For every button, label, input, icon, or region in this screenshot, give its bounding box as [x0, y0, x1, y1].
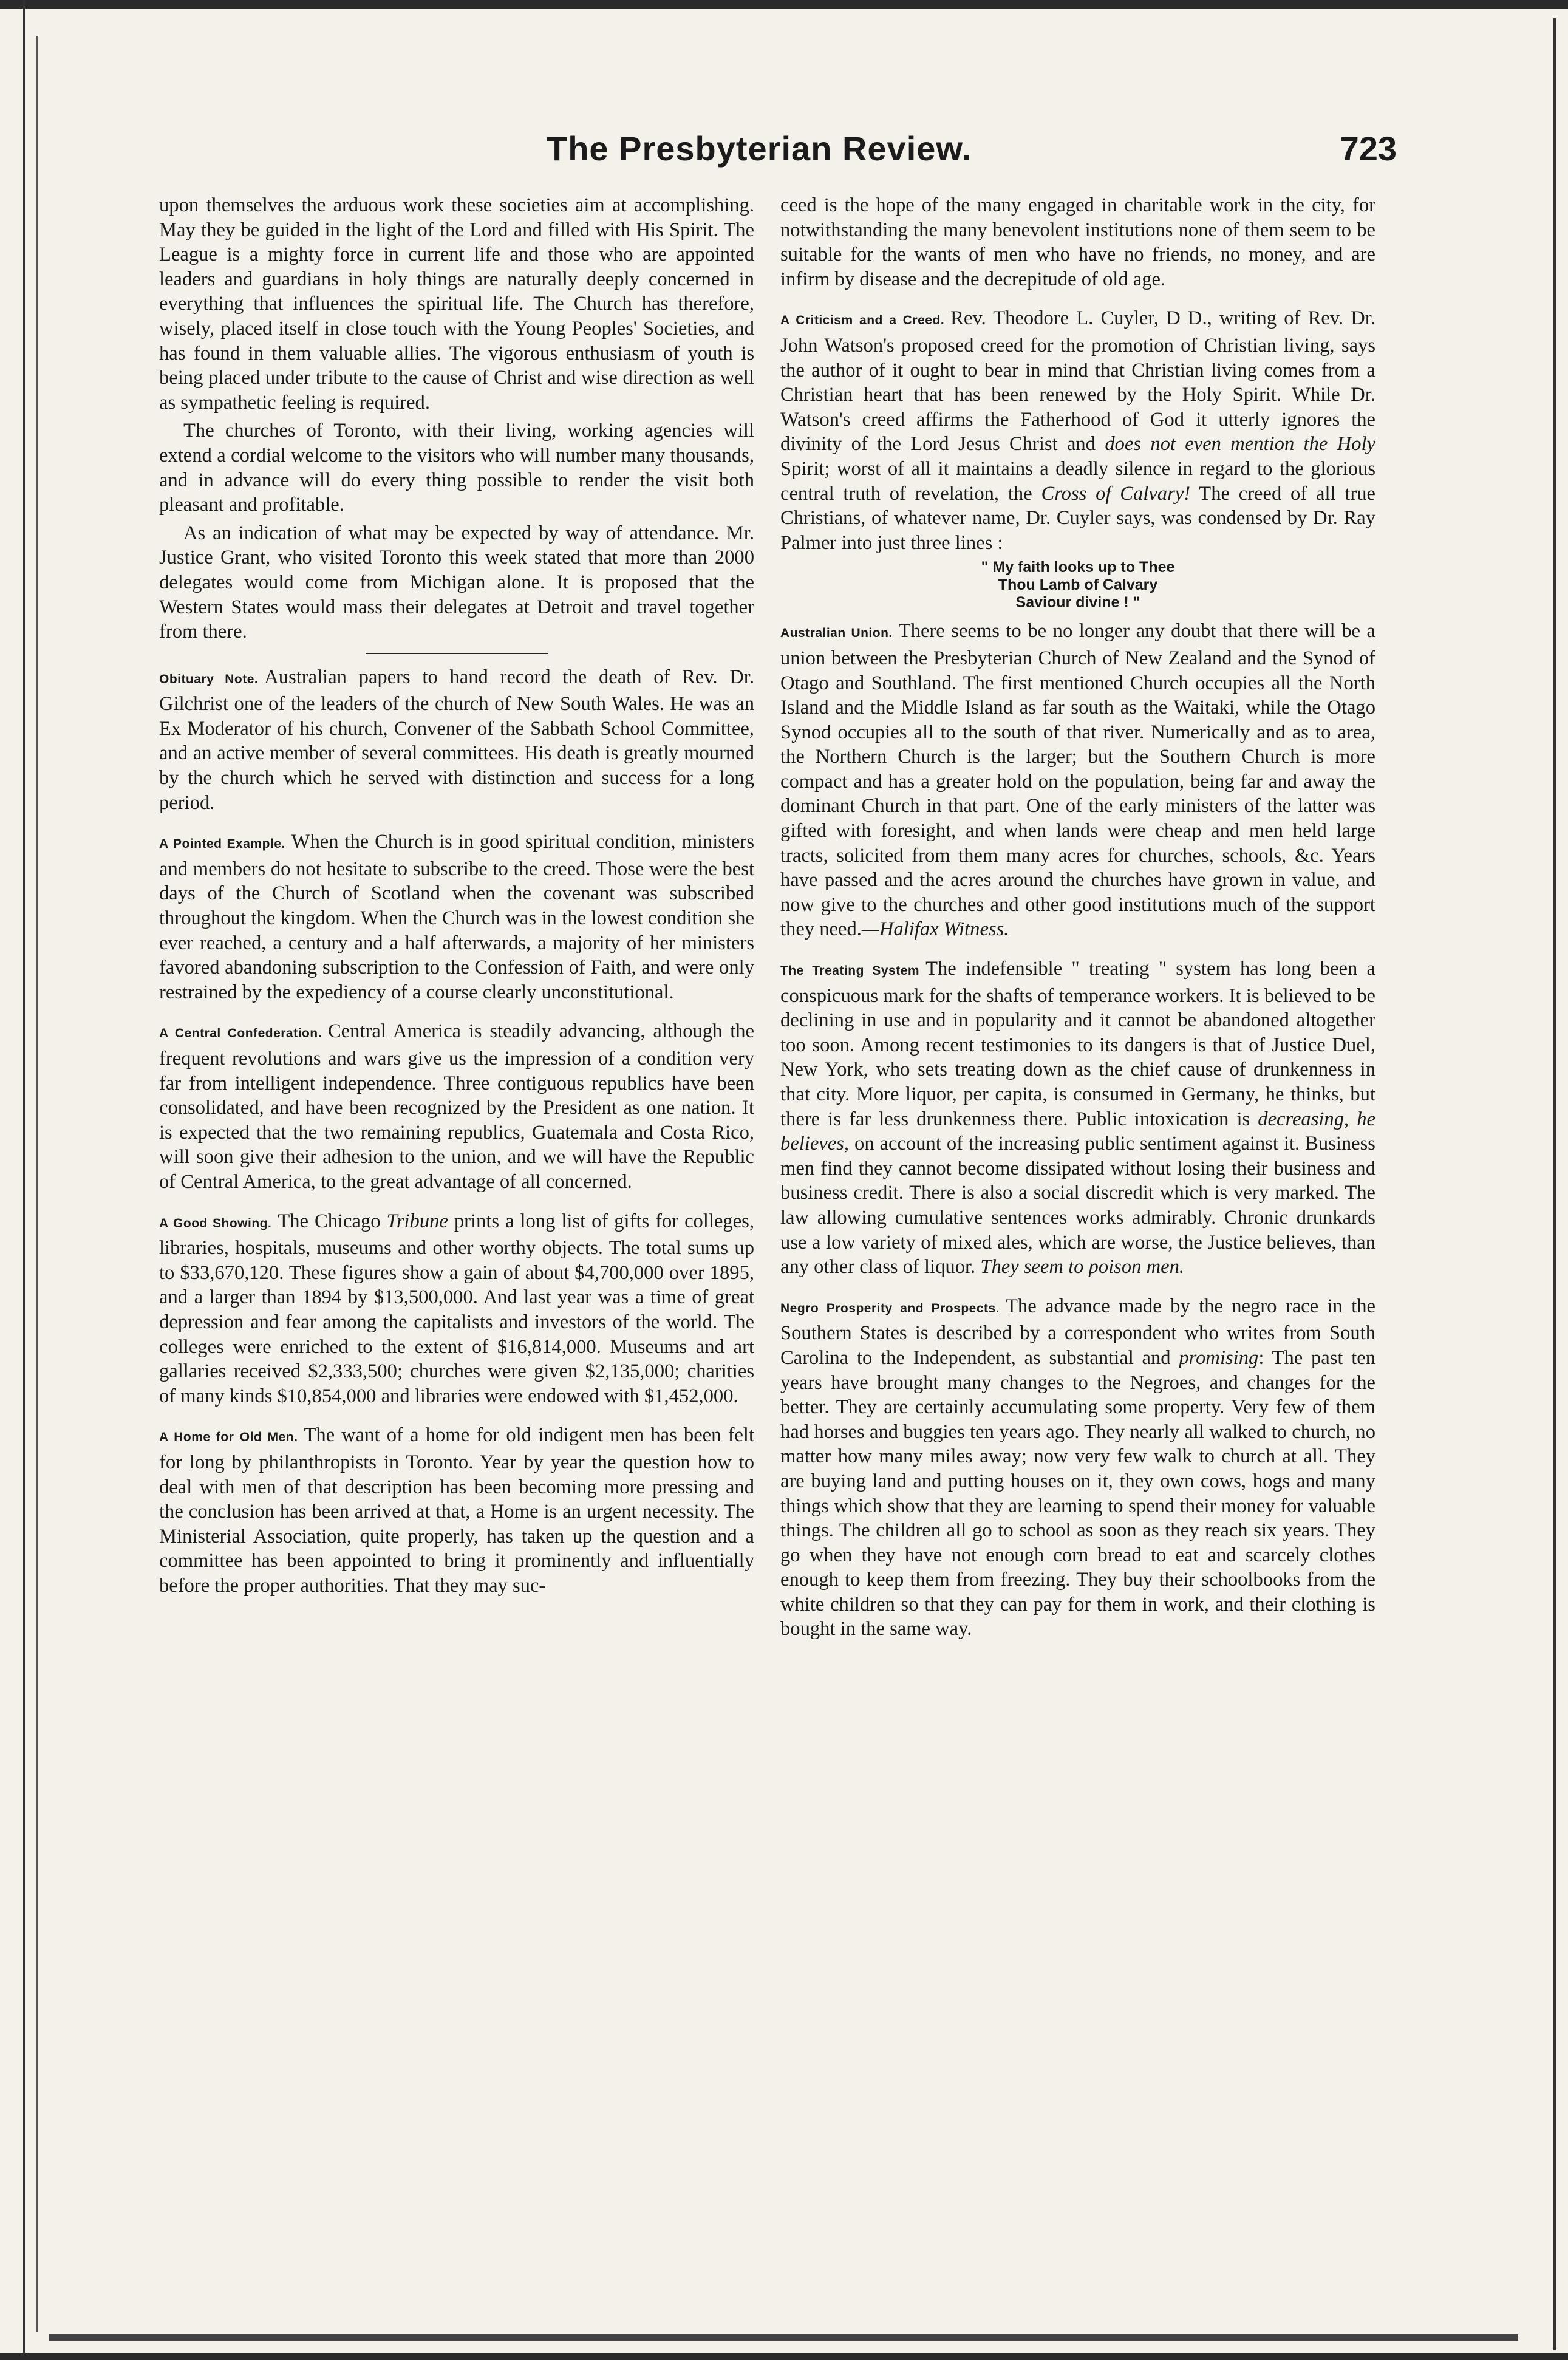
page-bottom-edge	[0, 2353, 1568, 2360]
side-head-central-confederation: A Central Confederation.	[159, 1026, 322, 1041]
item-pointed-example	[159, 830, 754, 1004]
side-head-criticism-creed: A Criticism and a Creed.	[780, 313, 945, 328]
treating-text-italic: decreasing, he believes,	[780, 1108, 1375, 1155]
item-australian-union	[780, 619, 1375, 942]
good-showing-text-b: prints a long list of gifts for colleges, libraries, hospitals, museums and other worthy objects. The total sums up to $33,670,120. These figures show a gain of about $4,700,000 over 1895, and a larger than 1894 by $13,500,000. And last year was a time of great depression and fear among the capitalists and investors of the world. The colleges were enriched to the extent of $16,814,000. Museums and art gallaries received $2,333,500; churches were given $2,135,000; charities of many kinds $10,854,000 and libraries were endowed with $1,452,000.	[159, 1210, 754, 1407]
paragraph-toronto-churches: The churches of Toronto, with their living, working agencies will extend a cordial welcome to the visitors who will number many thousands, and in advance will do every thing possible to render the visit both pleasant and profitable.	[159, 420, 754, 516]
creed-text-b: Spirit; worst of all it maintains a deadly silence in regard to the glorious central truth of revelation, the	[780, 457, 1375, 505]
treating-text-b: on account of the increasing public sentiment against it. Business men find they cannot become dissipated without losing their business and business credit. There is also a social discredit which is very marked. The law allowing cumulative sentences works admirably. Chronic drunkards use a low variety of mixed ales, which are worse, the Justice believes, than any other class of liquor.	[780, 1133, 1375, 1278]
creed-text-a: Rev. Theodore L. Cuyler, D D., writing of Rev. Dr. John Watson's proposed creed for the promotion of Christian living, says the author of it ought to bear in mind that Christian living comes from a Christian heart that has been renewed by the Holy Spirit. While Dr. Watson's creed affirms the Fatherhood of God it utterly ignores the divinity of the Lord Jesus Christ and	[780, 307, 1375, 455]
paragraph-attendance: As an indication of what may be expected by way of attendance. Mr. Justice Grant, who visited Toronto this week stated that more than 2000 delegates would come from Michigan alone. It is proposed that the Western States would mass their delegates at Detroit and travel together from there.	[159, 522, 754, 643]
item-treating-system	[780, 957, 1375, 1280]
item-home-old-men	[159, 1423, 754, 1598]
item-negro-prosperity	[780, 1294, 1375, 1642]
left-column	[159, 193, 754, 1601]
negro-text-italic: promising	[1179, 1346, 1259, 1369]
page-left-edge	[23, 0, 25, 2360]
negro-text-a: The advance made by the negro race in the Southern States is described by a correspondent who writes from South Carolina to the Independent, as substantial and	[780, 1295, 1375, 1369]
page-binding-line	[36, 36, 38, 2332]
page-number: 723	[1340, 129, 1397, 168]
treating-text-a: The indefensible " treating " system has long been a conspicuous mark for the shafts of temperance workers. It is believed to be declining in use and in popularity and it cannot be abandoned altogether too soon. Among recent testimonies to its dangers is that of Justice Duel, New York, who sets treating down as the chief cause of drunkenness in that city. More liquor, per capita, is consumed in Germany, he thinks, but there is far less drunkenness there. Public intoxication is	[780, 958, 1375, 1130]
paragraph-continuation: ceed is the hope of the many engaged in charitable work in the city, for notwithstanding the many benevolent institutions none of them seem to be suitable for the wants of men who have no friends, no money, and are infirm by disease and the decrepitude of old age.	[780, 194, 1375, 290]
verse-line-3: Saviour divine ! "	[1015, 594, 1140, 612]
good-showing-text-a: The Chicago	[278, 1210, 387, 1232]
side-head-treating-system: The Treating System	[780, 964, 920, 978]
australian-union-source: —Halifax Witness.	[861, 918, 1009, 941]
page-right-edge	[1553, 18, 1556, 2350]
central-confederation-text: Central America is steadily advancing, although the frequent revolutions and wars give us the impression of a condition very far from intelligent independence. Three contiguous republics have been consolidated, and have been recognized by the President as one nation. It is expected that the two remaining republics, Guatemala and Costa Rico, will soon give their adhesion to the union, and we will have the Republic of Central America, to the great advantage of all concerned.	[159, 1020, 754, 1193]
side-head-home-old-men: A Home for Old Men.	[159, 1430, 298, 1445]
australian-union-text: There seems to be no longer any doubt that there will be a union between the Presbyterian Church of New Zealand and the Synod of Otago and Southland. The first mentioned Church occupies all the North Island and the Middle Island as far south as the Waitaki, while the Otago Synod occupies all to the south of that river. Numerically and as to area, the Northern Church is the larger; but the Southern Church is more compact and has a greater hold on the population, being far and away the dominant Church in that part. One of the early ministers of the latter was gifted with foresight, and when lands were cheap and men held large tracts, solicited from them many acres for churches, schools, &c. Years have passed and the acres around the churches have grown in value, and now give to the churches and other good institutions much of the support they need.	[780, 620, 1375, 941]
item-criticism-creed	[780, 306, 1375, 555]
obituary-text: Australian papers to hand record the death of Rev. Dr. Gilchrist one of the leaders of the church of New South Wales. He was an Ex Moderator of his church, Convener of the Sabbath School Committee, and an active member of several committees. His death is greatly mourned by the church which he served with distinction and success for a long period.	[159, 666, 755, 814]
running-head	[158, 129, 1397, 177]
home-old-men-text: The want of a home for old indigent men has been felt for long by philanthropists in Toronto. Year by year the question how to deal with men of that description has been becoming more pressing and the conclusion has been arrived at that, a Home is an urgent necessity. The Ministerial Association, quite properly, has taken up the question and a committee has been appointed to bring it prominently and influentially before the proper authorities. That they may suc-	[159, 1424, 754, 1597]
right-column	[780, 193, 1375, 1645]
side-head-good-showing: A Good Showing.	[159, 1216, 272, 1230]
creed-text-italic: does not even mention the Holy	[1105, 433, 1375, 455]
verse-line-1: " My faith looks up to Thee	[981, 559, 1175, 576]
verse-line-2: Thou Lamb of Calvary	[998, 576, 1158, 594]
item-obituary-note	[159, 665, 754, 816]
item-central-confederation	[159, 1019, 754, 1194]
section-divider	[366, 653, 548, 654]
pointed-example-text: When the Church is in good spiritual condition, ministers and members do not hesitate to subscribe to the creed. Those were the best days of the Church of Scotland when the covenant was subscribed throughout the kingdom. When the Church was in the lowest condition she ever reached, a century and a half afterwards, a majority of her ministers favored abandoning subscription to the Confession of Faith, and were only restrained by the expediency of a course clearly unconstitutional.	[159, 831, 755, 1003]
page-bottom-band	[49, 2334, 1518, 2341]
treating-text-italic2: They seem to poison men.	[980, 1256, 1185, 1278]
side-head-pointed-example: A Pointed Example.	[159, 837, 285, 851]
item-good-showing	[159, 1209, 754, 1409]
side-head-australian-union: Australian Union.	[780, 626, 893, 641]
creed-text-c: The creed of all true Christians, of whatever name, Dr. Cuyler says, was condensed by Dr. Ray Palmer into just three lines :	[780, 482, 1376, 554]
creed-text-italic2: Cross of Calvary!	[1041, 482, 1191, 505]
side-head-negro-prosperity: Negro Prosperity and Prospects.	[780, 1301, 1000, 1315]
paragraph-league: upon themselves the arduous work these societies aim at accomplishing. May they be guided in the light of the Lord and filled with His Spirit. The League is a mighty force in current life and those who are appointed leaders and guardians in holy things are naturally deeply concerned in everything that influences the spiritual life. The Church has therefore, wisely, placed itself in close touch with the Young Peoples' Societies, and has found in them valuable allies. The vigorous enthusiasm of youth is being placed under tribute to the cause of Christ and wise direction as well as sympathetic feeling is required.	[159, 194, 754, 414]
hymn-verse	[780, 559, 1375, 612]
negro-text-b: : The past ten years have brought many changes to the Negroes, and changes for the better. They are certainly accumulating some property. Very few of them had horses and buggies ten years ago. They nearly all walked to church, no matter how many miles away; now very few walk to church at all. They are buying land and putting houses on it, they own cows, hogs and many things which show that they are learning to spend their money for valuable things. The children all go to school as soon as they reach six years. They go when they have not enough corn bread to eat and scarcely clothes enough to keep them from freezing. They buy their schoolbooks from the white children so that they can pay for them in work, and their clothing is bought in the same way.	[780, 1346, 1376, 1640]
tribune-italic: Tribune	[386, 1210, 448, 1232]
page-top-edge	[0, 0, 1568, 9]
side-head-obituary: Obituary Note.	[159, 672, 259, 686]
journal-title: The Presbyterian Review.	[547, 129, 972, 168]
